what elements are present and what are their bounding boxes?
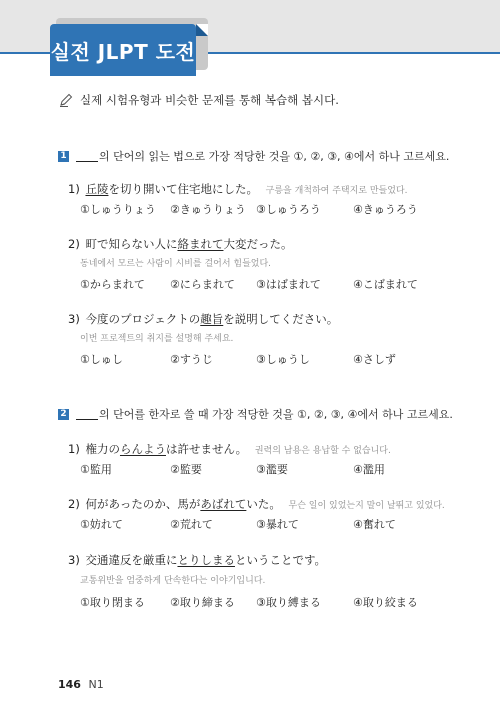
question-pre: 交通違反を厳重に	[85, 553, 178, 567]
option[interactable]: ②監要	[170, 463, 202, 476]
intro-line	[58, 92, 339, 108]
question-post: を説明してください。	[223, 312, 339, 326]
option[interactable]: ②にらまれて	[170, 278, 235, 291]
level-label: N1	[88, 678, 104, 691]
question-target: とりしまる	[177, 553, 235, 567]
title-tab	[50, 24, 196, 76]
question-post: を切り開いて住宅地にした。	[108, 182, 258, 196]
option[interactable]: ④きゅうろう	[353, 203, 418, 216]
page-number: 146	[58, 678, 81, 691]
pencil-icon	[58, 92, 74, 108]
option[interactable]: ②すうじ	[170, 353, 213, 366]
question-2-2	[68, 496, 445, 512]
option[interactable]: ③暴れて	[256, 518, 299, 531]
section-badge: 2	[58, 409, 69, 420]
section-badge: 1	[58, 151, 69, 162]
section-2-instruction	[58, 406, 453, 422]
option[interactable]: ②荒れて	[170, 518, 213, 531]
question-pre: 今度のプロジェクトの	[85, 312, 201, 326]
option[interactable]: ④さしず	[353, 353, 396, 366]
question-number: 2)	[68, 237, 80, 251]
option[interactable]: ①妨れて	[80, 518, 123, 531]
question-translation: 권력의 남용은 용납할 수 없습니다.	[254, 446, 391, 456]
question-number: 2)	[68, 497, 80, 511]
option[interactable]: ④取り絞まる	[353, 596, 418, 609]
question-target: らんよう	[119, 442, 166, 456]
question-number: 1)	[68, 442, 80, 456]
option[interactable]: ①しゅうりょう	[80, 203, 156, 216]
section-1-instruction	[58, 148, 449, 164]
question-target: 丘陵	[85, 182, 109, 196]
option[interactable]: ④奮れて	[353, 518, 396, 531]
option[interactable]: ③はばまれて	[256, 278, 321, 291]
intro-text: 실제 시험유형과 비슷한 문제를 통해 복습해 봅시다.	[80, 93, 339, 107]
blank-line	[76, 409, 98, 420]
option[interactable]: ③取り縛まる	[256, 596, 321, 609]
question-number: 3)	[68, 553, 80, 567]
question-post: 大変だった。	[223, 237, 293, 251]
option[interactable]: ①取り閉まる	[80, 596, 145, 609]
question-2-3	[68, 552, 326, 568]
option[interactable]: ③しゅうろう	[256, 203, 321, 216]
question-post: ということです。	[234, 553, 327, 567]
question-target: 絡まれて	[177, 237, 224, 251]
option[interactable]: ④濫用	[353, 463, 385, 476]
option[interactable]: ①しゅし	[80, 353, 123, 366]
question-1-1	[68, 181, 407, 197]
page-title: 실전 JLPT 도전	[50, 39, 196, 64]
translation-1-3: 이번 프로젝트의 취지를 설명해 주세요.	[80, 334, 234, 344]
question-pre: 権力の	[85, 442, 120, 456]
question-number: 3)	[68, 312, 80, 326]
option[interactable]: ①監用	[80, 463, 112, 476]
question-target: 趣旨	[200, 312, 224, 326]
question-1-3	[68, 311, 338, 327]
question-target: あばれて	[200, 497, 247, 511]
option[interactable]: ③しゅうし	[256, 353, 310, 366]
question-1-2	[68, 236, 292, 252]
translation-2-3: 교통위반을 엄중하게 단속한다는 이야기입니다.	[80, 576, 266, 586]
translation-1-2: 동네에서 모르는 사람이 시비를 걸어서 힘들었다.	[80, 259, 272, 269]
option[interactable]: ②取り締まる	[170, 596, 235, 609]
question-translation: 무슨 일이 있었는지 말이 날뛰고 있었다.	[288, 501, 445, 511]
option[interactable]: ④こばまれて	[353, 278, 418, 291]
question-2-1	[68, 441, 391, 457]
question-post: いた。	[246, 497, 281, 511]
instruction-text: 의 단어의 읽는 법으로 가장 적당한 것을 ①, ②, ③, ④에서 하나 고르세요.	[99, 150, 450, 163]
option[interactable]: ③濫要	[256, 463, 288, 476]
page-footer	[58, 678, 104, 691]
option[interactable]: ②きゅうりょう	[170, 203, 246, 216]
option[interactable]: ①からまれて	[80, 278, 145, 291]
blank-line	[76, 151, 98, 162]
question-post: は許せません。	[165, 442, 248, 456]
question-number: 1)	[68, 182, 80, 196]
instruction-text: 의 단어를 한자로 쓸 때 가장 적당한 것을 ①, ②, ③, ④에서 하나 고르세요.	[99, 408, 453, 421]
question-pre: 何があったのか、馬が	[85, 497, 201, 511]
question-translation: 구릉을 개척하여 주택지로 만들었다.	[265, 186, 408, 196]
title-tab-fold	[196, 24, 208, 36]
question-pre: 町で知らない人に	[85, 237, 178, 251]
